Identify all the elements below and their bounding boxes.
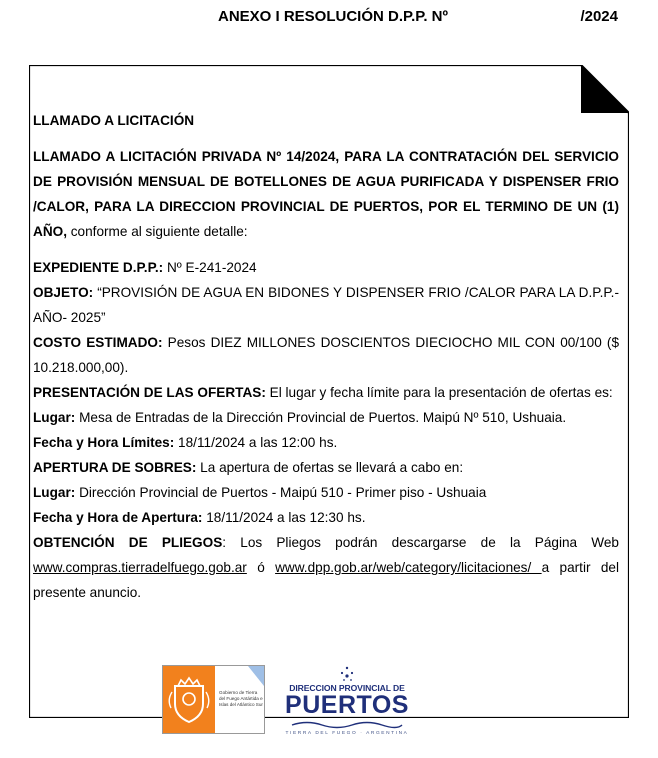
call-bold-text: LLAMADO A LICITACIÓN PRIVADA Nº 14/2024, PARA LA CONTRATACIÓN DEL SERVICIO DE PROVISIÓN MENSUAL DE BOTELLONES DE AGUA PURIFICADA Y DISPENSER FRIO /CALOR, PARA LA DIRECCION PROVINCIAL DE PUERTOS, POR EL TERMINO DE UN (1) AÑO,	[33, 149, 619, 239]
lugar-entrega-value: Mesa de Entradas de la Dirección Provincial de Puertos. Maipú Nº 510, Ushuaia.	[75, 410, 567, 425]
or-text: ó	[246, 560, 276, 575]
presentacion-line	[33, 380, 619, 405]
lugar-apertura-line	[33, 480, 619, 505]
call-rest-text: conforme al siguiente detalle:	[66, 224, 248, 239]
tdf-shield-icon	[163, 666, 215, 733]
expediente-value: Nº E-241-2024	[163, 260, 257, 275]
footer-logos	[162, 665, 422, 745]
dpp-puertos-logo	[272, 665, 422, 743]
objeto-label: OBJETO:	[33, 285, 94, 300]
dpp-licitaciones-link[interactable]: www.dpp.gob.ar/web/category/licitaciones/	[275, 560, 542, 575]
objeto-line	[33, 280, 619, 330]
obtencion-tail: a partir del presente anuncio.	[33, 560, 619, 600]
apertura-line	[33, 455, 619, 480]
obtencion-label: OBTENCIÓN DE PLIEGOS	[33, 535, 223, 550]
apertura-value: La apertura de ofertas se llevará a cabo en:	[196, 460, 464, 475]
lugar-apertura-label: Lugar:	[33, 485, 76, 500]
notice-content	[33, 108, 619, 605]
annex-header	[218, 8, 618, 28]
presentacion-label: PRESENTACIÓN DE LAS OFERTAS:	[33, 385, 266, 400]
objeto-value: “PROVISIÓN DE AGUA EN BIDONES Y DISPENSER FRIO /CALOR PARA LA D.P.P.- AÑO- 2025”	[33, 285, 619, 325]
fecha-limite-label: Fecha y Hora Límites:	[33, 435, 175, 450]
obtencion-line	[33, 530, 619, 605]
apertura-label: APERTURA DE SOBRES:	[33, 460, 197, 475]
tdf-government-logo	[162, 665, 265, 734]
stars-icon	[272, 665, 422, 683]
compras-link[interactable]: www.compras.tierradelfuego.gob.ar	[33, 560, 247, 575]
lugar-entrega-label: Lugar:	[33, 410, 76, 425]
dpp-logo-puertos: PUERTOS	[285, 691, 409, 719]
lugar-entrega-line	[33, 405, 619, 430]
notice-heading: LLAMADO A LICITACIÓN	[33, 113, 195, 128]
tdf-orange-block	[163, 666, 215, 733]
annex-year: /2024	[580, 8, 618, 25]
expediente-label: EXPEDIENTE D.P.P.:	[33, 260, 164, 275]
fecha-apertura-value: 18/11/2024 a las 12:30 hs.	[202, 510, 366, 525]
obtencion-value: : Los Pliegos podrán descargarse de la Página Web	[222, 535, 619, 550]
lugar-apertura-value: Dirección Provincial de Puertos - Maipú 510 - Primer piso - Ushuaia	[75, 485, 487, 500]
presentacion-value: El lugar y fecha límite para la presentación de ofertas es:	[265, 385, 613, 400]
fecha-apertura-line	[33, 505, 619, 530]
costo-value: Pesos DIEZ MILLONES DOSCIENTOS DIECIOCHO MIL CON 00/100 ($ 10.218.000,00).	[33, 335, 619, 375]
tdf-blue-corner	[248, 666, 264, 686]
fecha-limite-line	[33, 430, 619, 455]
call-paragraph	[33, 144, 619, 244]
fecha-apertura-label: Fecha y Hora de Apertura:	[33, 510, 203, 525]
costo-line	[33, 330, 619, 380]
wave-icon	[272, 720, 422, 730]
annex-title: ANEXO I RESOLUCIÓN D.P.P. Nº	[218, 8, 448, 25]
dpp-logo-line1: DIRECCION PROVINCIAL DE	[289, 683, 405, 693]
costo-label: COSTO ESTIMADO:	[33, 335, 163, 350]
expediente-line	[33, 255, 619, 280]
tdf-logo-text: Gobierno de Tierra del Fuego Antártida e Islas del Atlántico Sur	[219, 690, 263, 707]
fecha-limite-value: 18/11/2024 a las 12:00 hs.	[174, 435, 338, 450]
dpp-logo-line3: TIERRA DEL FUEGO · ARGENTINA	[285, 731, 409, 736]
